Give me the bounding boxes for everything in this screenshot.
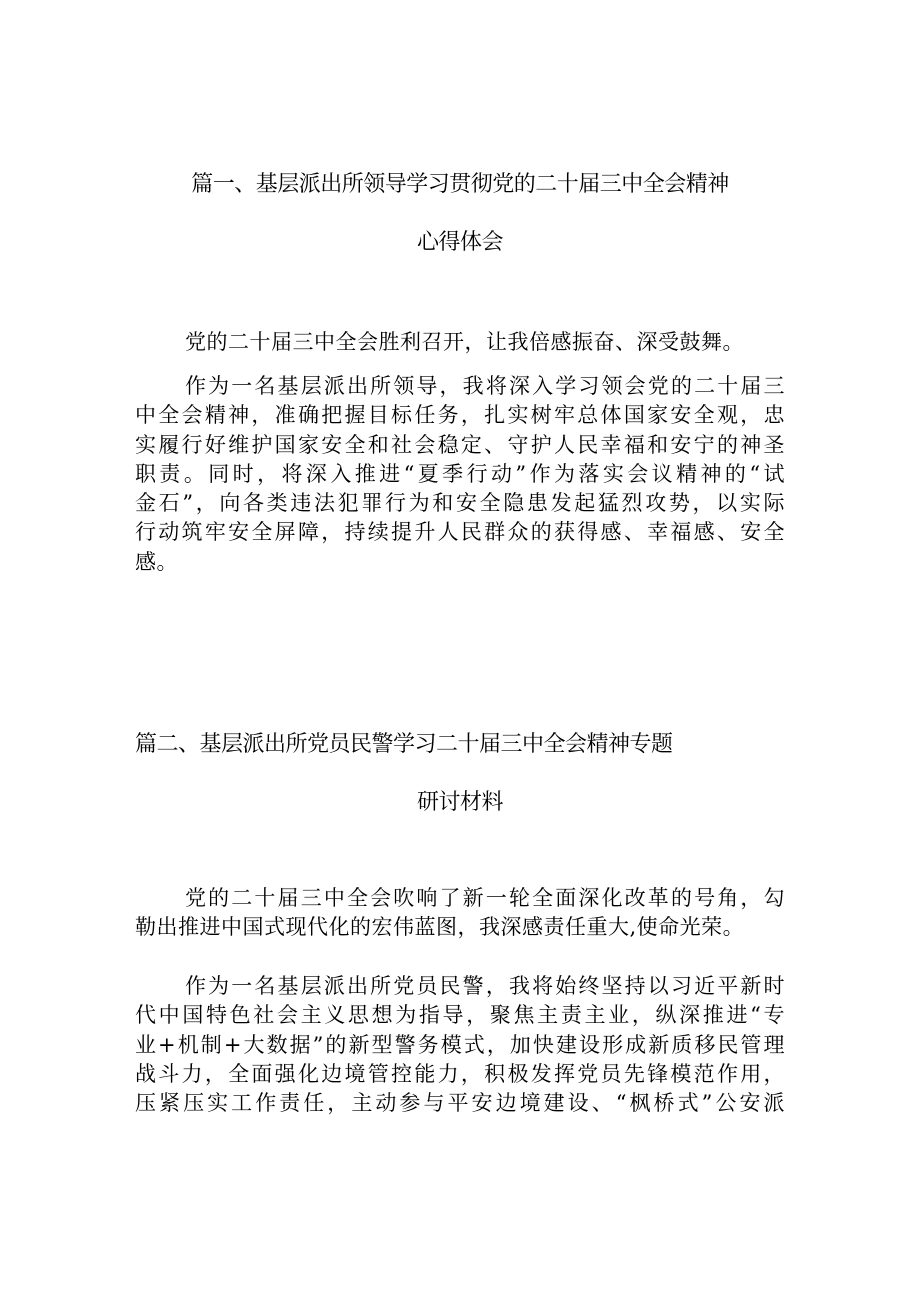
text-line: 压紧压实工作责任，主动参与平安边境建设、“枫桥式”公安派	[135, 1091, 785, 1116]
text-line: 业+机制+大数据”的新型警务模式，加快建设形成新质移民管理	[135, 1032, 785, 1057]
section1-title-line1: 篇一、基层派出所领导学习贯彻党的二十届三中全会精神	[191, 172, 729, 197]
section2-title-line1: 篇二、基层派出所党员民警学习二十届三中全会精神专题	[135, 732, 673, 757]
text-line: 作为一名基层派出所领导，我将深入学习领会党的二十届三	[185, 374, 785, 398]
section2-title-line2: 研讨材料	[416, 790, 503, 815]
section2-paragraph-1	[135, 884, 785, 943]
section2-paragraph-2	[135, 972, 785, 1118]
text-line: 行动筑牢安全屏障，持续提升人民群众的获得感、幸福感、安全	[135, 520, 785, 545]
text-line: 代中国特色社会主义思想为指导，聚焦主责主业，纵深推进“专	[135, 1003, 785, 1028]
text-line: 实履行好维护国家安全和社会稳定、守护人民幸福和安宁的神圣	[135, 432, 785, 457]
text-line: 勒出推进中国式现代化的宏伟蓝图，我深感责任重大,使命光荣。	[135, 915, 745, 940]
text-line: 党的二十届三中全会吹响了新一轮全面深化改革的号角，勾	[185, 886, 785, 910]
text-line: 金石”，向各类违法犯罪行为和安全隐患发起猛烈攻势，以实际	[135, 491, 785, 516]
text-line: 党的二十届三中全会胜利召开，让我倍感振奋、深受鼓舞。	[185, 330, 744, 354]
text-line: 战斗力，全面强化边境管控能力，积极发挥党员先锋模范作用，	[135, 1061, 785, 1086]
section1-paragraph-2	[135, 372, 785, 577]
section1-title-line2: 心得体会	[416, 230, 503, 255]
text-line: 中全会精神，准确把握目标任务，扎实树牢总体国家安全观，忠	[135, 403, 785, 428]
section1-paragraph-1	[135, 328, 785, 357]
text-line: 作为一名基层派出所党员民警，我将始终坚持以习近平新时	[185, 974, 785, 998]
text-line: 职责。同时，将深入推进“夏季行动”作为落实会议精神的“试	[135, 461, 785, 486]
text-line: 感。	[135, 549, 178, 574]
